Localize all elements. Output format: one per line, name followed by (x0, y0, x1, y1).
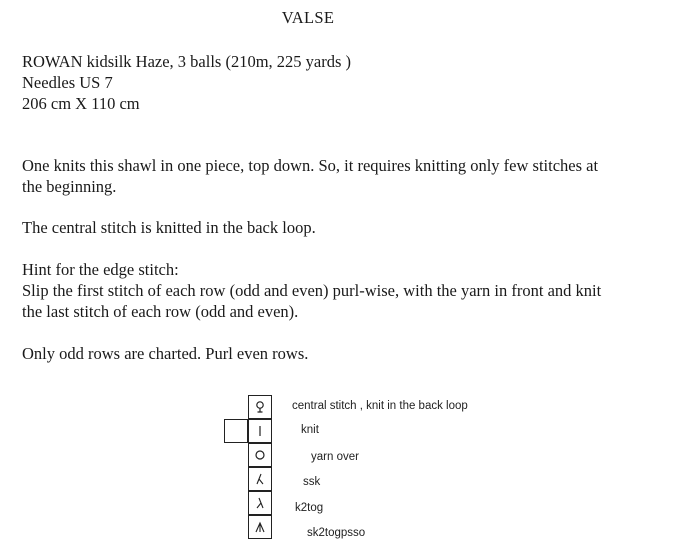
intro-paragraph-line-2: the beginning. (22, 177, 117, 196)
materials-yarn: ROWAN kidsilk Haze, 3 balls (210m, 225 yards ) (22, 52, 352, 71)
ssk-icon (248, 467, 272, 491)
k2tog-icon (248, 491, 272, 515)
twisted-loop-icon (248, 395, 272, 419)
intro-paragraph-line-1: One knits this shawl in one piece, top down. So, it requires knitting only few stitches at (22, 156, 599, 175)
hint-line-2: the last stitch of each row (odd and even). (22, 302, 299, 321)
materials-size: 206 cm X 110 cm (22, 94, 140, 113)
sk2togpsso-icon (248, 515, 272, 539)
legend-label-k2tog: k2tog (295, 502, 324, 514)
legend-label-knit: knit (301, 424, 319, 436)
circle-icon (248, 443, 272, 467)
page-title: VALSE (281, 8, 335, 27)
legend-label-central-stitch: central stitch , knit in the back loop (292, 400, 468, 412)
materials-needles: Needles US 7 (22, 73, 113, 92)
vertical-bar-icon (248, 419, 272, 443)
charted-rows-paragraph: Only odd rows are charted. Purl even rows. (22, 344, 309, 363)
hint-title: Hint for the edge stitch: (22, 260, 179, 279)
legend-label-yarn-over: yarn over (311, 451, 359, 463)
hint-line-1: Slip the first stitch of each row (odd and even) purl-wise, with the yarn in front and knit (22, 281, 602, 300)
legend-label-ssk: ssk (303, 476, 321, 488)
legend-label-sk2togpsso: sk2togpsso (307, 527, 366, 539)
legend-cell-empty (224, 419, 248, 443)
central-stitch-paragraph: The central stitch is knitted in the back loop. (22, 218, 316, 237)
